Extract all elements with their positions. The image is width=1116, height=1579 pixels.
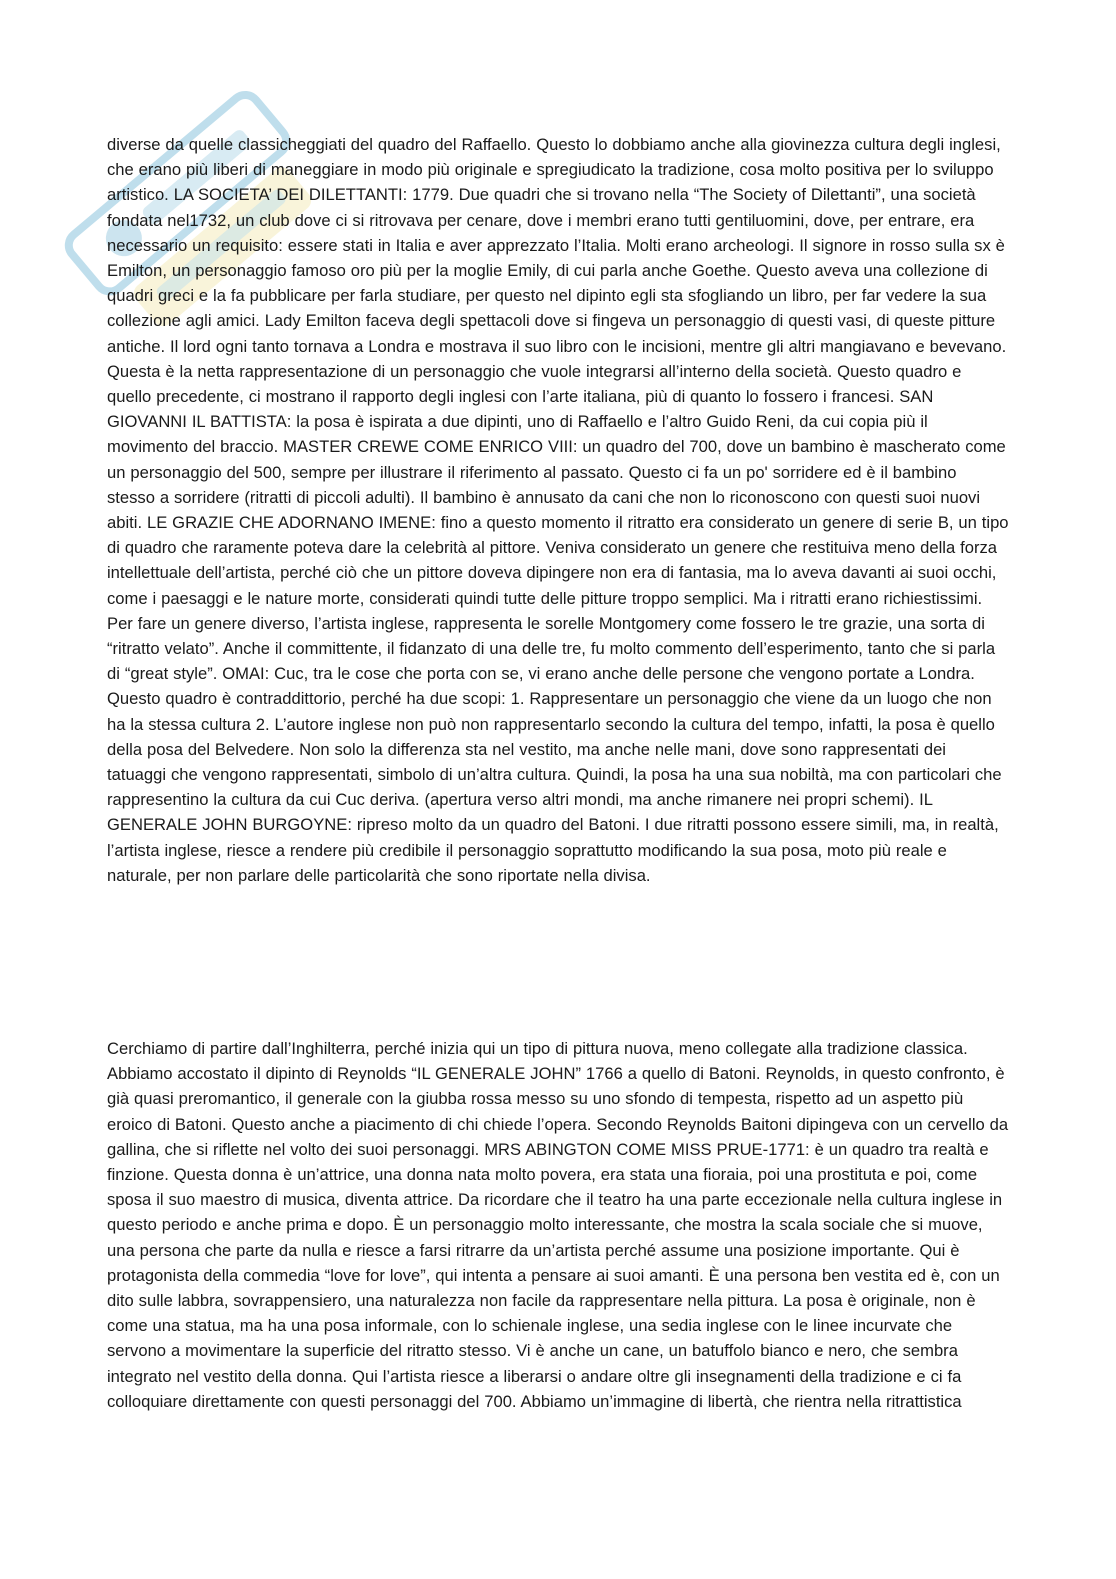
body-paragraph: Cerchiamo di partire dall’Inghilterra, perché inizia qui un tipo di pittura nuova, meno collegate alla tradizione classica. Abbiamo accostato il dipinto di Reynolds “IL GENERALE JOHN” 1766 a quello di Batoni. Reynolds, in questo confronto, è già quasi preromantico, il generale con la giubba rossa messo su uno sfondo di tempesta, rispetto ad un aspetto più eroico di Batoni. Questo anche a piacimento di chi chiede l’opera. Secondo Reynolds Baitoni dipingeva con un cervello da gallina, che si riflette nel volto dei suoi personaggi. MRS ABINGTON COME MISS PRUE-1771: è un quadro tra realtà e finzione. Questa donna è un’attrice, una donna nata molto povera, era stata una fioraia, poi una prostituta e poi, come sposa il suo maestro di musica, diventa attrice. Da ricordare che il teatro ha una parte eccezionale nella cultura inglese in questo periodo e anche prima e dopo. È un personaggio molto interessante, che mostra la scala sociale che si muove, una persona che parte da nulla e riesce a farsi ritrarre da un’artista perché assume una posizione importante. Qui è protagonista della commedia “love for love”, qui intenta a pensare ai suoi amanti. È una persona ben vestita ed è, con un dito sulle labbra, sovrappensiero, una naturalezza non facile da rappresentare nella pittura. La posa è originale, non è come una statua, ma ha una posa informale, con lo schienale inglese, una sedia inglese con le linee incurvate che servono a movimentare la superficie del ritratto stesso. Vi è anche un cane, un batuffolo bianco e nero, che sembra integrato nel vestito della donna. Qui l’artista riesce a liberarsi o andare oltre gli insegnamenti della tradizione e ci fa colloquiare direttamente con questi personaggi del 700. Abbiamo un’immagine di libertà, che rientra nella ritrattistica bbox=[107, 1039, 1009, 1411]
body-paragraph: diverse da quelle classicheggiati del quadro del Raffaello. Questo lo dobbiamo anche alla giovinezza cultura degli inglesi, che erano più liberi di maneggiare in modo più originale e spregiudicato la tradizione, cosa molto positiva per lo sviluppo artistico. LA SOCIETA’ DEI DILETTANTI: 1779. Due quadri che si trovano nella “The Society of Dilettanti”, una società fondata nel1732, un club dove ci si ritrovava per cenare, dove i membri erano tutti gentiluomini, dove, per entrare, era necessario un requisito: essere stati in Italia e aver apprezzato l’Italia. Molti erano archeologi. Il signore in rosso sulla sx è Emilton, un personaggio famoso oro più per la moglie Emily, di cui parla anche Goethe. Questo aveva una collezione di quadri greci e la fa pubblicare per farla studiare, per questo nel dipinto egli sta sfogliando un libro, per far vedere la sua collezione agli amici. Lady Emilton faceva degli spettacoli dove si fingeva un personaggio di questi vasi, di queste pitture antiche. Il lord ogni tanto tornava a Londra e mostrava il suo libro con le incisioni, mentre gli altri mangiavano e bevevano. Questa è la netta rappresentazione di un personaggio che vuole integrarsi all’interno della società. Questo quadro e quello precedente, ci mostrano il rapporto degli inglesi con l’arte italiana, più di quanto lo fossero i francesi. SAN GIOVANNI IL BATTISTA: la posa è ispirata a due dipinti, uno di Raffaello e l’altro Guido Reni, da cui copia più il movimento del braccio. MASTER CREWE COME ENRICO VIII: un quadro del 700, dove un bambino è mascherato come un personaggio del 500, sempre per illustrare il riferimento al passato. Questo ci fa un po' sorridere ed è il bambino stesso a sorridere (ritratti di piccoli adulti). Il bambino è annusato da cani che non lo riconoscono con questi suoi nuovi abiti. LE GRAZIE CHE ADORNANO IMENE: fino a questo momento il ritratto era considerato un genere di serie B, un tipo di quadro che raramente poteva dare la celebrità al pittore. Veniva considerato un genere che restituiva meno della forza intellettuale dell’artista, perché ciò che un pittore doveva dipingere non era di fantasia, ma lo aveva davanti ai suoi occhi, come i paesaggi e le nature morte, considerati quindi tutte delle pitture troppo semplici. Ma i ritratti erano richiestissimi. Per fare un genere diverso, l’artista inglese, rappresenta le sorelle Montgomery come fossero le tre grazie, una sorta di “ritratto velato”. Anche il committente, il fidanzato di una delle tre, fu molto commento dell’esperimento, tanto che si parla di “great style”. OMAI: Cuc, tra le cose che porta con se, vi erano anche delle persone che vengono portate a Londra. Questo quadro è contraddittorio, perché ha due scopi: 1. Rappresentare un personaggio che viene da un luogo che non ha la stessa cultura 2. L’autore inglese non può non rappresentarlo secondo la cultura del tempo, infatti, la posa è quello della posa del Belvedere. Non solo la differenza sta nel vestito, ma anche nelle mani, dove sono rappresentati dei tatuaggi che vengono rappresentati, simbolo di un’altra cultura. Quindi, la posa ha una sua nobiltà, ma con particolari che rappresentino la cultura da cui Cuc deriva. (apertura verso altri mondi, ma anche rimanere nei propri schemi). IL GENERALE JOHN BURGOYNE: ripreso molto da un quadro del Batoni. I due ritratti possono essere simili, ma, in realtà, l’artista inglese, riesce a rendere più credibile il personaggio soprattutto modificando la sua posa, moto più reale e naturale, per non parlare delle particolarità che sono riportate nella divisa. bbox=[107, 135, 1009, 885]
